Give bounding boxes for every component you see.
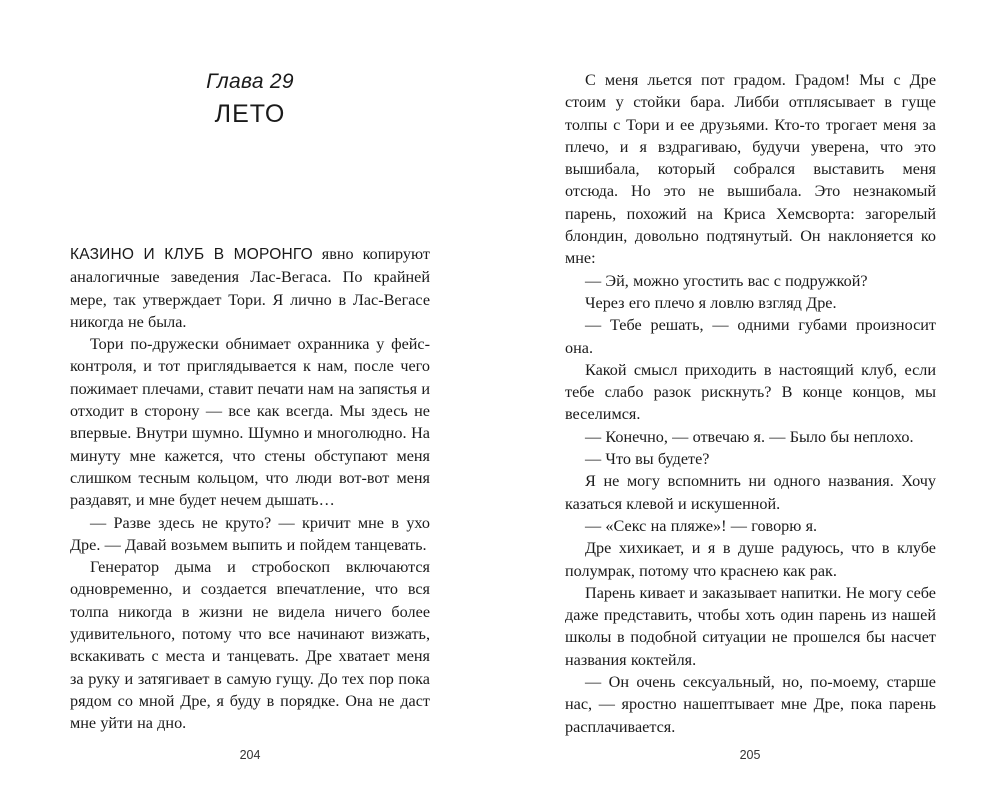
paragraph: — Тебе решать, — одними губами произносит она. [565, 316, 936, 357]
paragraph: — Он очень сексуальный, но, по-моему, старше нас, — яростно нашептывает мне Дре, пока парень расплачивается. [565, 673, 936, 736]
page-number-right: 205 [739, 748, 761, 762]
paragraph [70, 243, 430, 333]
lead-caps: КАЗИНО И КЛУБ В МОРОНГО [70, 246, 313, 263]
right-body-text [565, 69, 936, 738]
paragraph-text: явно копируют аналогичные заведения Лас-Вегаса. По крайней мере, так утверждает Тори. Я лично в Лас-Вегасе никогда не была. [70, 245, 430, 331]
paragraph: — Разве здесь не круто? — кричит мне в ухо Дре. — Давай возьмем выпить и пойдем танцевать. [70, 513, 430, 554]
chapter-title: ЛЕТО [214, 100, 286, 128]
paragraph: — Эй, можно угостить вас с подружкой? [585, 271, 868, 290]
paragraph: — Конечно, — отвечаю я. — Было бы неплохо. [585, 427, 914, 446]
paragraph: Тори по-дружески обнимает охранника у фейс-контроля, и тот приглядывается к нам, после чего пожимает плечами, ставит печати нам на запястья и отходит в сторону — все как всегда. Мы здесь не впервые. Внутри шумно. Шумно и многолюдно. На минуту мне кажется, что стены обступают меня слишком тесным кольцом, что люди вот-вот меня раздавят, и мне будет нечем дышать… [70, 335, 430, 510]
paragraph: — Что вы будете? [585, 450, 710, 469]
paragraph: Парень кивает и заказывает напитки. Не могу себе даже представить, чтобы хоть один парень из нашей школы в подобной ситуации не прошелся бы насчет названия коктейля. [565, 583, 936, 669]
left-body-text [70, 243, 430, 735]
paragraph: Через его плечо я ловлю взгляд Дре. [585, 293, 837, 312]
paragraph: — «Секс на пляже»! — говорю я. [585, 516, 818, 535]
right-page [500, 0, 1000, 800]
page-number-left: 204 [239, 748, 261, 762]
paragraph: Какой смысл приходить в настоящий клуб, если тебе слабо разок рискнуть? В конце концов, мы веселимся. [565, 360, 936, 424]
paragraph: Генератор дыма и стробоскоп включаются одновременно, и создается впечатление, что вся толпа никогда в жизни не видела ничего более удивительного, потому что все начинают визжать, вскакивать с места и танцевать. Дре хватает меня за руку и затягивает в самую гущу. До тех пор пока рядом со мной Дре, я буду в порядке. Она не даст мне уйти на дно. [70, 558, 430, 733]
paragraph: Я не могу вспомнить ни одного названия. Хочу казаться клевой и искушенной. [565, 472, 936, 513]
paragraph: С меня льется пот градом. Градом! Мы с Дре стоим у стойки бара. Либби отплясывает в гуще толпы с Тори и ее друзьями. Кто-то трогает меня за плечо, и я вздрагиваю, будучи уверена, что это вышибала, который собрался выставить меня отсюда. Но это не вышибала. Это незнакомый парень, похожий на Криса Хемсворта: загорелый блондин, довольно подтянутый. Он наклоняется ко мне: [565, 71, 936, 268]
paragraph: Дре хихикает, и я в душе радуюсь, что в клубе полумрак, потому что краснею как рак. [565, 539, 936, 580]
chapter-number: Глава 29 [206, 70, 294, 93]
